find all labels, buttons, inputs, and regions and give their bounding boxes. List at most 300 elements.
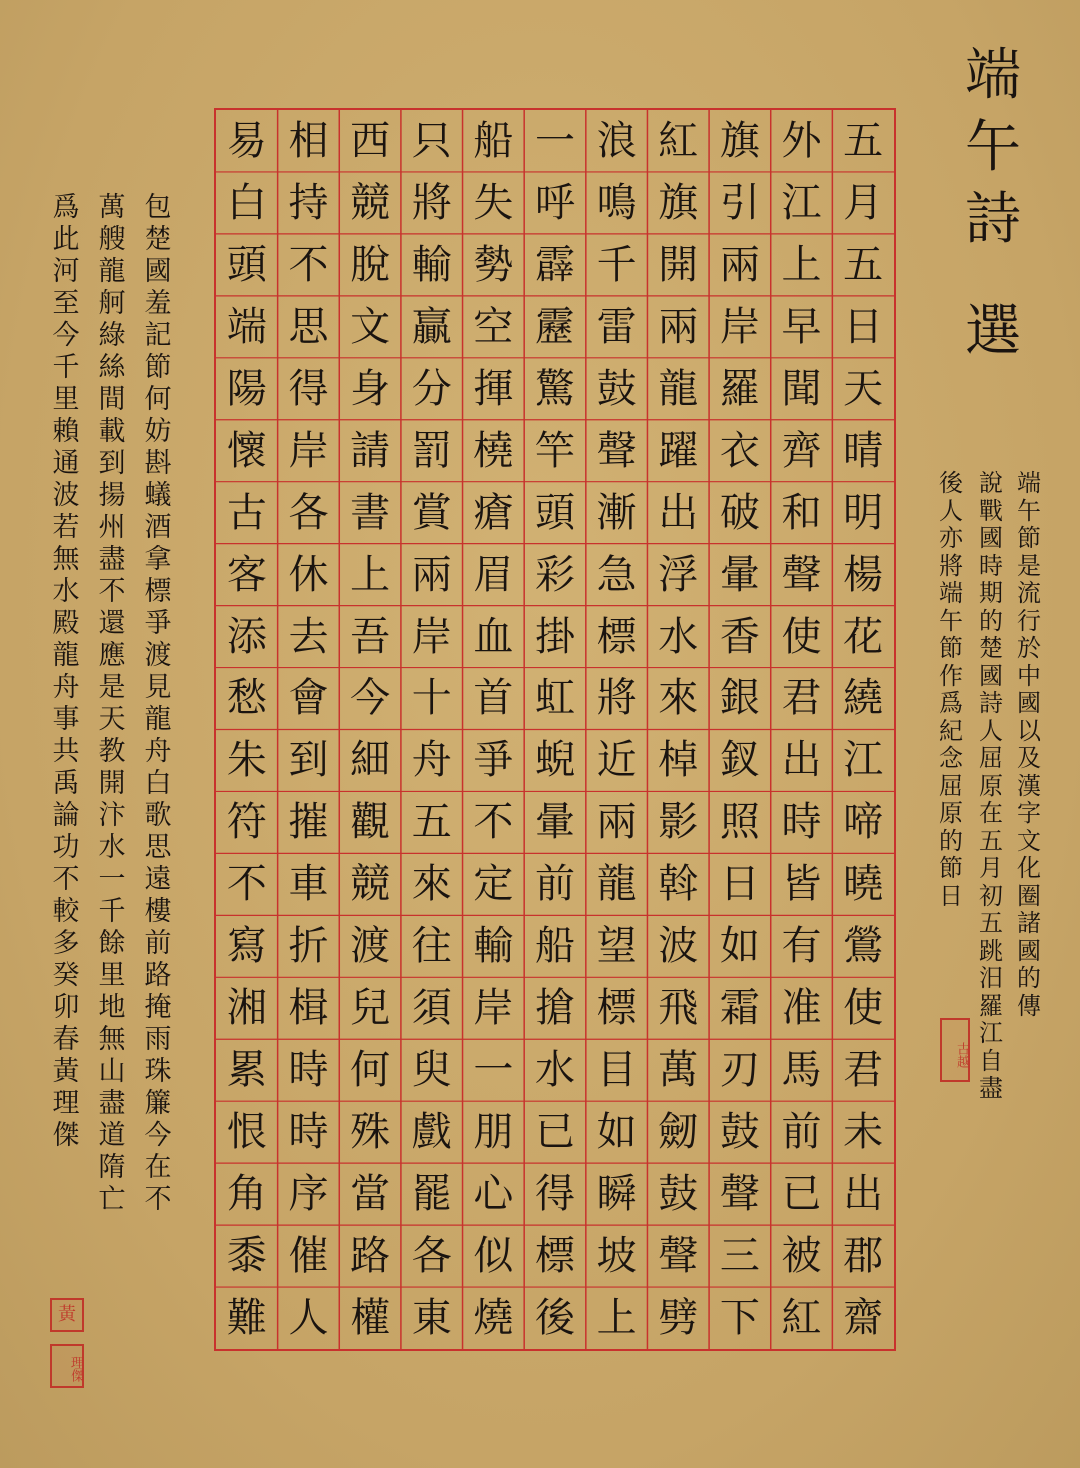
poem-char: 今	[350, 675, 391, 722]
note-char: 念	[939, 744, 963, 772]
epilogue-char: 水	[52, 576, 80, 607]
poem-char: 瞬	[596, 1170, 637, 1217]
poem-char: 皆	[781, 861, 822, 908]
poem-grid	[214, 108, 896, 1351]
epilogue-char: 天	[98, 704, 126, 735]
note-char: 將	[939, 551, 963, 580]
title-column	[958, 40, 1028, 368]
epilogue-char: 楚	[144, 224, 172, 255]
poem-char: 請	[350, 427, 391, 474]
note-char: 汨	[979, 964, 1003, 992]
poem-char: 暈	[719, 551, 760, 598]
epilogue-char: 龍	[52, 640, 80, 671]
note-char: 後	[939, 469, 963, 497]
epilogue-char: 教	[98, 736, 126, 767]
poem-char: 浪	[596, 118, 637, 164]
epilogue-char: 爲	[52, 192, 80, 223]
poem-char: 到	[288, 737, 329, 784]
epilogue-char: 論	[52, 800, 80, 831]
poem-char: 橈	[473, 427, 514, 474]
note-char: 亦	[939, 524, 963, 552]
poem-char: 曉	[843, 861, 884, 908]
poem-char: 龍	[658, 365, 699, 412]
epilogue-char: 標	[144, 576, 172, 607]
poem-char: 輸	[411, 241, 452, 288]
note-column-2	[974, 470, 1008, 1103]
epilogue-char: 間	[98, 384, 126, 415]
epilogue-char: 舸	[98, 288, 126, 319]
poem-column	[339, 110, 401, 1349]
poem-char: 花	[843, 613, 884, 660]
poem-char: 易	[226, 118, 267, 164]
note-char: 國	[1017, 689, 1041, 717]
note-char: 國	[1017, 936, 1041, 965]
note-char: 人	[979, 716, 1003, 745]
poem-char: 出	[658, 489, 699, 536]
epilogue-char: 酒	[144, 512, 172, 543]
poem-char: 虹	[534, 675, 575, 722]
poem-char: 符	[226, 799, 267, 846]
note-char: 節	[1017, 524, 1041, 552]
poem-char: 目	[596, 1047, 637, 1094]
poem-char: 銀	[719, 675, 760, 722]
poem-char: 十	[411, 675, 452, 722]
poem-char: 使	[781, 613, 822, 660]
epilogue-char: 地	[98, 992, 126, 1023]
note-char: 月	[979, 854, 1003, 882]
poem-char: 搶	[534, 985, 575, 1032]
poem-char: 競	[350, 179, 391, 226]
poem-char: 揮	[473, 365, 514, 412]
poem-char: 序	[288, 1170, 329, 1217]
epilogue-char: 白	[144, 768, 172, 799]
epilogue-char: 千	[98, 896, 126, 927]
poem-char: 鼓	[719, 1109, 760, 1155]
poem-column	[586, 110, 648, 1349]
poem-char: 江	[843, 737, 884, 784]
poem-char: 各	[288, 489, 329, 536]
poem-char: 摧	[288, 799, 329, 846]
epilogue-char: 至	[52, 288, 80, 319]
note-char: 楚	[979, 634, 1003, 662]
poem-char: 出	[781, 737, 822, 784]
poem-char: 催	[288, 1232, 329, 1279]
poem-char: 須	[411, 985, 452, 1032]
poem-char: 引	[719, 179, 760, 226]
epilogue-char: 若	[52, 512, 80, 543]
poem-char: 影	[658, 799, 699, 846]
poem-char: 持	[288, 179, 329, 226]
note-char: 及	[1017, 744, 1041, 772]
epilogue-char: 遠	[144, 864, 172, 895]
poem-char: 霹	[534, 241, 575, 288]
epilogue-char: 里	[52, 384, 80, 415]
note-char: 午	[1017, 496, 1041, 525]
poem-char: 龍	[596, 861, 637, 908]
poem-char: 釵	[719, 737, 760, 784]
poem-char: 望	[596, 923, 637, 970]
note-char: 字	[1017, 799, 1041, 827]
epilogue-char: 癸	[52, 960, 80, 991]
poem-char: 聞	[781, 365, 822, 412]
poem-char: 觀	[350, 799, 391, 846]
note-seal: 古越	[940, 1018, 970, 1082]
poem-char: 一	[473, 1047, 514, 1094]
epilogue-char: 功	[52, 832, 80, 863]
epilogue-char: 亡	[98, 1184, 126, 1215]
poem-char: 兩	[411, 551, 452, 598]
note-char: 國	[979, 661, 1003, 690]
poem-char: 得	[534, 1170, 575, 1217]
artist-seal-1: 黃	[50, 1298, 84, 1332]
poem-column	[771, 110, 833, 1349]
poem-char: 雷	[596, 303, 637, 350]
note-char: 人	[939, 496, 963, 525]
epilogue-char: 斟	[144, 448, 172, 479]
epilogue-char: 路	[144, 960, 172, 991]
poem-char: 聲	[596, 427, 637, 474]
poem-column	[647, 110, 709, 1349]
epilogue-char: 舟	[52, 672, 80, 703]
poem-char: 兒	[350, 985, 391, 1032]
note-char: 初	[979, 881, 1003, 910]
epilogue-char: 思	[144, 832, 172, 863]
epilogue-char: 國	[144, 256, 172, 287]
poem-char: 繞	[843, 675, 884, 722]
poem-char: 賞	[411, 489, 452, 536]
epilogue-column-3	[46, 192, 86, 1152]
poem-char: 空	[473, 303, 514, 350]
note-char: 自	[979, 1046, 1003, 1075]
note-char: 行	[1017, 606, 1041, 635]
poem-char: 上	[781, 241, 822, 288]
epilogue-char: 歌	[144, 800, 172, 831]
poem-char: 心	[473, 1170, 514, 1217]
poem-char: 旗	[658, 179, 699, 226]
poem-char: 聲	[658, 1232, 699, 1279]
note-char: 原	[939, 799, 963, 827]
epilogue-char: 賴	[52, 416, 80, 447]
epilogue-char: 何	[144, 384, 172, 415]
epilogue-char: 應	[98, 640, 126, 671]
poem-char: 文	[350, 303, 391, 350]
note-char: 盡	[979, 1074, 1003, 1102]
poem-char: 時	[288, 1047, 329, 1094]
poem-char: 時	[781, 799, 822, 846]
poem-char: 和	[781, 489, 822, 536]
poem-char: 掛	[534, 613, 575, 660]
poem-char: 驚	[534, 365, 575, 412]
epilogue-char: 前	[144, 928, 172, 959]
poem-char: 浮	[658, 551, 699, 598]
note-char: 時	[979, 551, 1003, 580]
poem-char: 馬	[781, 1047, 822, 1094]
poem-char: 累	[226, 1047, 267, 1094]
poem-char: 水	[534, 1047, 575, 1094]
poem-char: 當	[350, 1170, 391, 1217]
poem-char: 兩	[658, 303, 699, 350]
artist-seal-2: 理傑	[50, 1344, 84, 1388]
poem-char: 紅	[781, 1294, 822, 1341]
epilogue-char: 河	[52, 256, 80, 287]
poem-char: 後	[534, 1294, 575, 1341]
poem-char: 衣	[719, 427, 760, 474]
poem-char: 舟	[411, 737, 452, 784]
poem-char: 將	[596, 675, 637, 722]
poem-char: 蜺	[534, 737, 575, 784]
epilogue-char: 事	[52, 704, 80, 735]
note-char: 圈	[1017, 881, 1041, 910]
epilogue-char: 舟	[144, 736, 172, 767]
epilogue-char: 載	[98, 416, 126, 447]
poem-char: 脫	[350, 241, 391, 288]
poem-char: 湘	[226, 985, 267, 1032]
poem-char: 瘡	[473, 489, 514, 536]
epilogue-char: 千	[52, 352, 80, 383]
poem-column	[524, 110, 586, 1349]
poem-char: 白	[226, 179, 267, 226]
poem-char: 五	[411, 799, 452, 846]
note-char: 是	[1017, 551, 1041, 580]
note-char: 節	[939, 634, 963, 662]
poem-char: 彩	[534, 551, 575, 598]
poem-char: 折	[288, 923, 329, 970]
epilogue-column-2	[92, 192, 132, 1216]
poem-char: 暈	[534, 799, 575, 846]
epilogue-column-1	[138, 192, 178, 1216]
poem-char: 照	[719, 799, 760, 846]
epilogue-char: 爭	[144, 608, 172, 639]
poem-char: 鼓	[658, 1170, 699, 1217]
poem-char: 三	[719, 1232, 760, 1279]
note-char: 節	[939, 854, 963, 882]
note-char: 紀	[939, 716, 963, 745]
poem-char: 書	[350, 489, 391, 536]
poem-char: 似	[473, 1232, 514, 1279]
poem-char: 霜	[719, 985, 760, 1032]
poem-char: 各	[411, 1232, 452, 1279]
poem-char: 劈	[658, 1294, 699, 1341]
poem-char: 兩	[596, 799, 637, 846]
poem-column	[832, 110, 894, 1349]
note-char: 的	[1017, 964, 1041, 992]
poem-char: 上	[350, 551, 391, 598]
epilogue-char: 今	[144, 1120, 172, 1151]
poem-char: 前	[781, 1109, 822, 1155]
poem-char: 聲	[719, 1170, 760, 1217]
poem-char: 一	[534, 118, 575, 164]
epilogue-char: 妨	[144, 416, 172, 447]
epilogue-char: 傑	[52, 1120, 80, 1151]
poem-char: 陽	[226, 365, 267, 412]
title-char: 詩	[965, 187, 1021, 252]
poem-char: 殊	[350, 1109, 391, 1155]
epilogue-char: 掩	[144, 992, 172, 1023]
poem-char: 客	[226, 551, 267, 598]
epilogue-char: 不	[98, 576, 126, 607]
poem-char: 萬	[658, 1047, 699, 1094]
epilogue-char: 今	[52, 320, 80, 351]
poem-char: 急	[596, 551, 637, 598]
poem-char: 呼	[534, 179, 575, 226]
poem-char: 朱	[226, 737, 267, 784]
poem-char: 路	[350, 1232, 391, 1279]
poem-char: 朋	[473, 1109, 514, 1155]
poem-char: 恨	[226, 1109, 267, 1155]
title-char: 端	[965, 43, 1021, 108]
epilogue-char: 通	[52, 448, 80, 479]
epilogue-char: 龍	[98, 256, 126, 287]
note-char: 傳	[1017, 991, 1041, 1020]
poem-char: 來	[658, 675, 699, 722]
epilogue-char: 波	[52, 480, 80, 511]
note-char: 的	[979, 606, 1003, 635]
poem-char: 郡	[843, 1232, 884, 1279]
epilogue-char: 水	[98, 832, 126, 863]
poem-char: 人	[288, 1294, 329, 1341]
epilogue-char: 到	[98, 448, 126, 479]
epilogue-char: 殿	[52, 608, 80, 639]
poem-char: 添	[226, 613, 267, 660]
poem-char: 懷	[226, 427, 267, 474]
note-char: 的	[939, 826, 963, 855]
note-char: 端	[1017, 469, 1041, 497]
poem-char: 船	[473, 118, 514, 164]
poem-char: 外	[781, 118, 822, 164]
epilogue-char: 艘	[98, 224, 126, 255]
epilogue-char: 節	[144, 352, 172, 383]
epilogue-char: 里	[98, 960, 126, 991]
poem-char: 有	[781, 923, 822, 970]
epilogue-char: 綠	[98, 320, 126, 351]
epilogue-char: 不	[52, 864, 80, 895]
poem-char: 去	[288, 613, 329, 660]
poem-char: 細	[350, 737, 391, 784]
poem-char: 臾	[411, 1047, 452, 1094]
note-char: 日	[939, 881, 963, 910]
poem-char: 五	[843, 241, 884, 288]
epilogue-char: 雨	[144, 1024, 172, 1055]
poem-char: 劒	[658, 1109, 699, 1155]
poem-char: 渡	[350, 923, 391, 970]
poem-char: 羅	[719, 365, 760, 412]
epilogue-char: 道	[98, 1120, 126, 1151]
poem-char: 失	[473, 179, 514, 226]
epilogue-char: 盡	[98, 1088, 126, 1119]
poem-char: 將	[411, 179, 452, 226]
poem-char: 君	[843, 1047, 884, 1094]
poem-char: 前	[534, 861, 575, 908]
poem-char: 近	[596, 737, 637, 784]
poem-char: 權	[350, 1294, 391, 1341]
note-char: 以	[1017, 716, 1041, 745]
poem-char: 靂	[534, 303, 575, 350]
poem-char: 千	[596, 241, 637, 288]
poem-char: 難	[226, 1294, 267, 1341]
note-char: 期	[979, 579, 1003, 607]
poem-char: 如	[596, 1109, 637, 1155]
note-char: 江	[979, 1019, 1003, 1047]
poem-char: 分	[411, 365, 452, 412]
title-char: 午	[965, 115, 1021, 180]
poem-char: 燒	[473, 1294, 514, 1341]
epilogue-char: 無	[52, 544, 80, 575]
poem-char: 躍	[658, 427, 699, 474]
poem-char: 使	[843, 985, 884, 1032]
epilogue-char: 一	[98, 864, 126, 895]
poem-char: 古	[226, 489, 267, 536]
note-char: 國	[979, 524, 1003, 552]
poem-char: 標	[596, 613, 637, 660]
poem-char: 齊	[781, 427, 822, 474]
poem-char: 未	[843, 1109, 884, 1155]
epilogue-char: 包	[144, 192, 172, 223]
note-char: 跳	[979, 936, 1003, 965]
poem-char: 旗	[719, 118, 760, 164]
poem-char: 水	[658, 613, 699, 660]
note-char: 諸	[1017, 909, 1041, 937]
poem-char: 勢	[473, 241, 514, 288]
poem-char: 兩	[719, 241, 760, 288]
note-char: 屈	[979, 744, 1003, 772]
poem-char: 西	[350, 118, 391, 164]
note-column-3	[934, 470, 968, 910]
note-char: 在	[979, 799, 1003, 827]
poem-char: 端	[226, 303, 267, 350]
epilogue-char: 春	[52, 1024, 80, 1055]
poem-char: 黍	[226, 1232, 267, 1279]
note-char: 爲	[939, 689, 963, 717]
note-char: 午	[939, 606, 963, 635]
epilogue-char: 州	[98, 512, 126, 543]
poem-char: 飛	[658, 985, 699, 1032]
poem-char: 定	[473, 861, 514, 908]
poem-char: 岸	[473, 985, 514, 1032]
epilogue-char: 共	[52, 736, 80, 767]
epilogue-char: 汴	[98, 800, 126, 831]
poem-char: 開	[658, 241, 699, 288]
note-char: 五	[979, 909, 1003, 937]
poem-char: 波	[658, 923, 699, 970]
poem-char: 上	[596, 1294, 637, 1341]
note-char: 漢	[1017, 771, 1041, 800]
poem-char: 鳴	[596, 179, 637, 226]
poem-char: 啼	[843, 799, 884, 846]
poem-char: 鼓	[596, 365, 637, 412]
poem-column	[216, 110, 278, 1349]
poem-char: 頭	[534, 489, 575, 536]
poem-char: 已	[534, 1109, 575, 1155]
poem-char: 標	[534, 1232, 575, 1279]
poem-char: 思	[288, 303, 329, 350]
poem-char: 竿	[534, 427, 575, 474]
note-char: 中	[1017, 661, 1041, 690]
note-char: 五	[979, 826, 1003, 855]
poem-char: 休	[288, 551, 329, 598]
epilogue-char: 記	[144, 320, 172, 351]
epilogue-char: 蟻	[144, 480, 172, 511]
poem-char: 往	[411, 923, 452, 970]
poem-char: 出	[843, 1170, 884, 1217]
poem-char: 眉	[473, 551, 514, 598]
poem-char: 頭	[226, 241, 267, 288]
epilogue-char: 揚	[98, 480, 126, 511]
poem-char: 破	[719, 489, 760, 536]
poem-char: 輸	[473, 923, 514, 970]
note-char: 屈	[939, 771, 963, 800]
note-char: 原	[979, 771, 1003, 800]
poem-char: 吾	[350, 613, 391, 660]
